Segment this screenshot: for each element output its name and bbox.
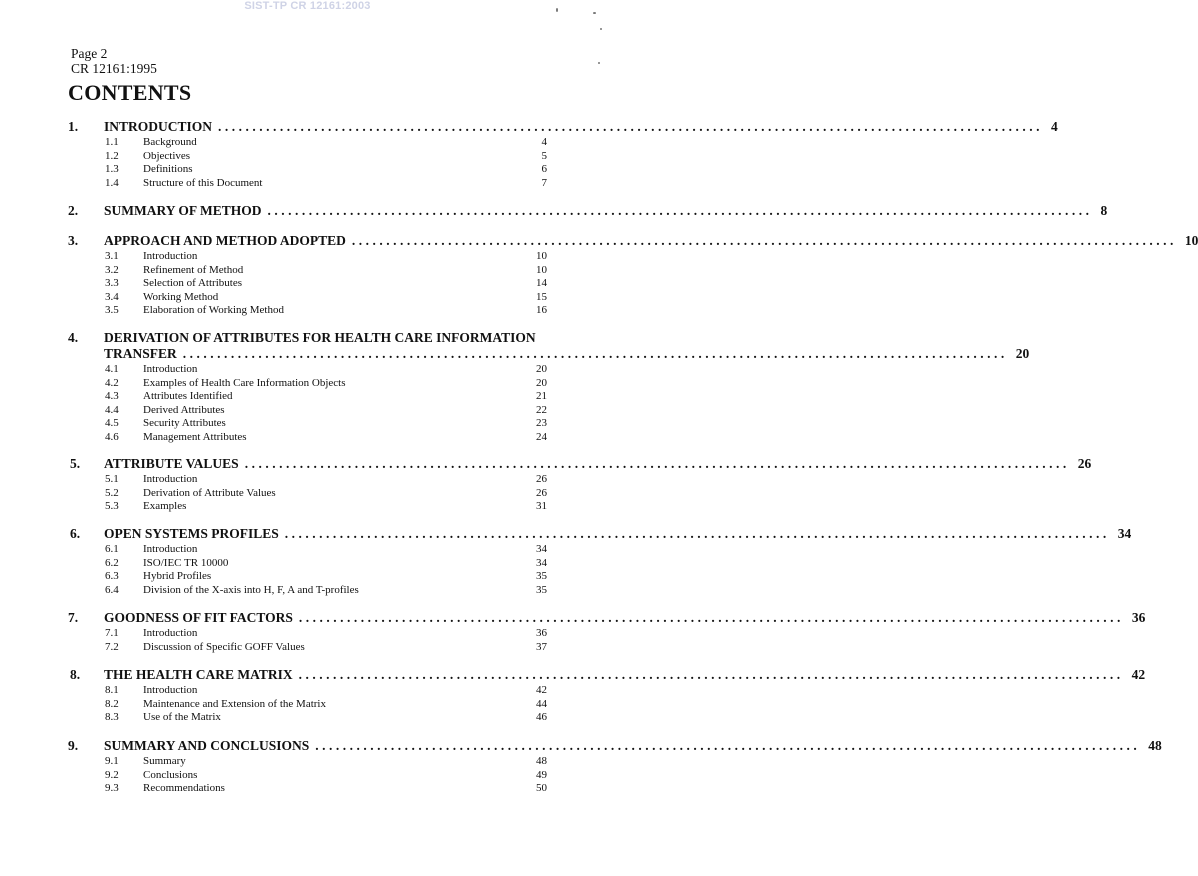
dot-leader: ........................................................................................................................ xyxy=(218,119,1044,134)
subsection-number: 9.3 xyxy=(105,782,119,795)
subsection-title: Definitions xyxy=(143,163,193,176)
subsection-title: Selection of Attributes xyxy=(143,277,242,290)
subsection-title: Examples of Health Care Information Objects xyxy=(143,376,346,389)
document-reference: CR 12161:1995 xyxy=(71,61,157,76)
dot-leader: ........................................................................................................................ xyxy=(244,456,1070,471)
watermark-text: SIST-TP CR 12161:2003 xyxy=(244,0,371,12)
contents-heading: CONTENTS xyxy=(68,80,192,105)
subsection-page-number: 20 xyxy=(536,376,547,389)
subsection-title: Maintenance and Extension of the Matrix xyxy=(143,697,326,710)
section-entry xyxy=(104,119,1058,135)
section-number: 6. xyxy=(70,526,81,541)
subsection-page-number: 16 xyxy=(536,304,547,317)
subsection-title: Refinement of Method xyxy=(143,263,244,276)
subsection-title: Use of the Matrix xyxy=(143,711,221,724)
dot-leader: ........................................................................................................................ xyxy=(267,203,1093,218)
section-page-number: 26 xyxy=(1077,456,1092,471)
section-title: OPEN SYSTEMS PROFILES xyxy=(104,526,279,541)
subsection-title: Objectives xyxy=(143,149,191,162)
subsection-title: Conclusions xyxy=(143,768,198,781)
subsection-page-number: 24 xyxy=(536,431,547,443)
subsection-title: Introduction xyxy=(143,627,198,639)
scan-speck xyxy=(600,28,602,30)
subsection-page-number: 23 xyxy=(536,417,547,430)
subsection-page-number: 20 xyxy=(536,363,547,375)
subsection-page-number: 5 xyxy=(541,149,547,162)
subsection-page-number: 10 xyxy=(536,263,547,276)
dot-leader: ........................................................................................................................ xyxy=(298,667,1124,682)
section-page-number: 48 xyxy=(1148,738,1162,753)
scan-speck xyxy=(593,12,596,14)
subsection-number: 4.1 xyxy=(105,363,119,375)
subsection-page-number: 31 xyxy=(536,500,547,513)
section-number: 9. xyxy=(68,738,79,753)
subsection-number: 3.2 xyxy=(105,263,119,276)
subsection-title: Summary xyxy=(143,755,186,767)
subsection-title: Examples xyxy=(143,500,187,513)
section-entry xyxy=(104,526,1132,542)
dot-leader: ........................................................................................................................ xyxy=(315,738,1141,753)
subsection-page-number: 26 xyxy=(536,473,547,485)
subsection-title: Working Method xyxy=(143,290,219,303)
subsection-title: Structure of this Document xyxy=(143,176,263,189)
subsection-page-number: 44 xyxy=(536,697,547,710)
subsection-number: 4.2 xyxy=(105,376,119,389)
subsection-number: 7.2 xyxy=(105,640,119,653)
subsection-title: Background xyxy=(143,136,197,148)
section-entry xyxy=(104,346,1030,362)
section-number: 1. xyxy=(68,119,79,134)
subsection-page-number: 10 xyxy=(536,250,547,262)
section-entry xyxy=(104,610,1146,626)
subsection-number: 6.4 xyxy=(105,583,119,596)
subsection-number: 5.2 xyxy=(105,486,119,499)
subsection-title: Discussion of Specific GOFF Values xyxy=(143,640,305,653)
section-title: ATTRIBUTE VALUES xyxy=(104,456,239,471)
subsection-page-number: 6 xyxy=(541,163,547,176)
subsection-title: Hybrid Profiles xyxy=(143,570,212,583)
subsection-number: 1.3 xyxy=(105,163,119,176)
section-page-number: 4 xyxy=(1051,119,1058,134)
subsection-page-number: 21 xyxy=(536,390,547,403)
section-title: TRANSFER xyxy=(104,346,177,361)
section-number: 8. xyxy=(70,667,81,682)
section-title: GOODNESS OF FIT FACTORS xyxy=(104,610,293,625)
dot-leader: ........................................................................................................................ xyxy=(182,346,1008,361)
subsection-number: 5.3 xyxy=(105,500,119,513)
subsection-page-number: 4 xyxy=(541,136,547,148)
section-page-number: 36 xyxy=(1131,610,1146,625)
subsection-number: 8.1 xyxy=(105,684,119,696)
subsection-title: Management Attributes xyxy=(143,431,247,443)
subsection-number: 8.2 xyxy=(105,697,119,710)
subsection-number: 9.2 xyxy=(105,768,119,781)
section-entry xyxy=(104,667,1146,683)
page-number-label: Page 2 xyxy=(71,46,108,61)
subsection-number: 8.3 xyxy=(105,711,119,724)
subsection-page-number: 49 xyxy=(536,768,547,781)
subsection-title: Introduction xyxy=(143,363,198,375)
subsection-number: 4.3 xyxy=(105,390,119,403)
section-title-line: DERIVATION OF ATTRIBUTES FOR HEALTH CARE INFORMATION xyxy=(104,330,536,345)
subsection-title: Introduction xyxy=(143,684,198,696)
section-number: 3. xyxy=(68,233,79,248)
section-number: 2. xyxy=(68,203,79,218)
dot-leader: ........................................................................................................................ xyxy=(284,526,1110,541)
section-title: SUMMARY AND CONCLUSIONS xyxy=(104,738,310,753)
section-page-number: 42 xyxy=(1131,667,1146,682)
subsection-page-number: 48 xyxy=(536,755,547,767)
subsection-number: 4.5 xyxy=(105,417,119,430)
dot-leader: ........................................................................................................................ xyxy=(351,233,1177,248)
subsection-title: Security Attributes xyxy=(143,417,226,430)
section-number: 4. xyxy=(68,330,79,345)
section-page-number: 34 xyxy=(1117,526,1132,541)
dot-leader: ........................................................................................................................ xyxy=(298,610,1124,625)
subsection-title: Attributes Identified xyxy=(143,390,233,403)
subsection-number: 1.2 xyxy=(105,149,119,162)
subsection-number: 3.3 xyxy=(105,277,119,290)
subsection-number: 4.6 xyxy=(105,431,119,443)
subsection-number: 7.1 xyxy=(105,627,119,639)
subsection-page-number: 37 xyxy=(536,640,547,653)
scan-speck xyxy=(556,8,558,12)
subsection-number: 6.3 xyxy=(105,570,119,583)
section-entry xyxy=(104,738,1162,754)
section-page-number: 10 xyxy=(1184,233,1198,248)
section-title: THE HEALTH CARE MATRIX xyxy=(104,667,293,682)
subsection-page-number: 7 xyxy=(541,176,547,189)
subsection-page-number: 34 xyxy=(536,543,547,555)
subsection-title: Introduction xyxy=(143,473,198,485)
section-entry xyxy=(104,456,1092,472)
section-page-number: 20 xyxy=(1015,346,1030,361)
section-entry xyxy=(104,203,1108,219)
section-title: APPROACH AND METHOD ADOPTED xyxy=(104,233,346,248)
subsection-page-number: 46 xyxy=(536,711,547,724)
subsection-page-number: 42 xyxy=(536,684,547,696)
subsection-number: 3.1 xyxy=(105,250,119,262)
subsection-page-number: 35 xyxy=(536,583,547,596)
section-title: SUMMARY OF METHOD xyxy=(104,203,262,218)
section-entry xyxy=(104,233,1198,249)
subsection-number: 6.2 xyxy=(105,556,119,569)
subsection-number: 3.5 xyxy=(105,304,119,317)
subsection-title: Recommendations xyxy=(143,782,225,795)
subsection-page-number: 15 xyxy=(536,290,547,303)
subsection-page-number: 36 xyxy=(536,627,547,639)
section-number: 5. xyxy=(70,456,81,471)
subsection-number: 3.4 xyxy=(105,290,119,303)
scan-speck xyxy=(598,62,600,64)
subsection-title: Introduction xyxy=(143,543,198,555)
subsection-page-number: 35 xyxy=(536,570,547,583)
section-number: 7. xyxy=(68,610,79,625)
section-title: INTRODUCTION xyxy=(104,119,213,134)
subsection-number: 6.1 xyxy=(105,543,119,555)
subsection-page-number: 34 xyxy=(536,556,547,569)
subsection-title: Derivation of Attribute Values xyxy=(143,486,276,499)
subsection-number: 1.1 xyxy=(105,136,119,148)
subsection-title: Derived Attributes xyxy=(143,403,225,416)
subsection-number: 1.4 xyxy=(105,176,119,189)
subsection-page-number: 22 xyxy=(536,403,547,416)
section-page-number: 8 xyxy=(1100,203,1108,218)
subsection-number: 9.1 xyxy=(105,755,119,767)
subsection-title: Introduction xyxy=(143,250,198,262)
subsection-title: Division of the X-axis into H, F, A and T-profiles xyxy=(143,583,359,596)
subsection-title: ISO/IEC TR 10000 xyxy=(143,556,229,569)
subsection-number: 4.4 xyxy=(105,403,119,416)
subsection-page-number: 50 xyxy=(536,782,547,795)
subsection-title: Elaboration of Working Method xyxy=(143,304,284,317)
subsection-number: 5.1 xyxy=(105,473,119,485)
subsection-page-number: 14 xyxy=(536,277,547,290)
subsection-page-number: 26 xyxy=(536,486,547,499)
